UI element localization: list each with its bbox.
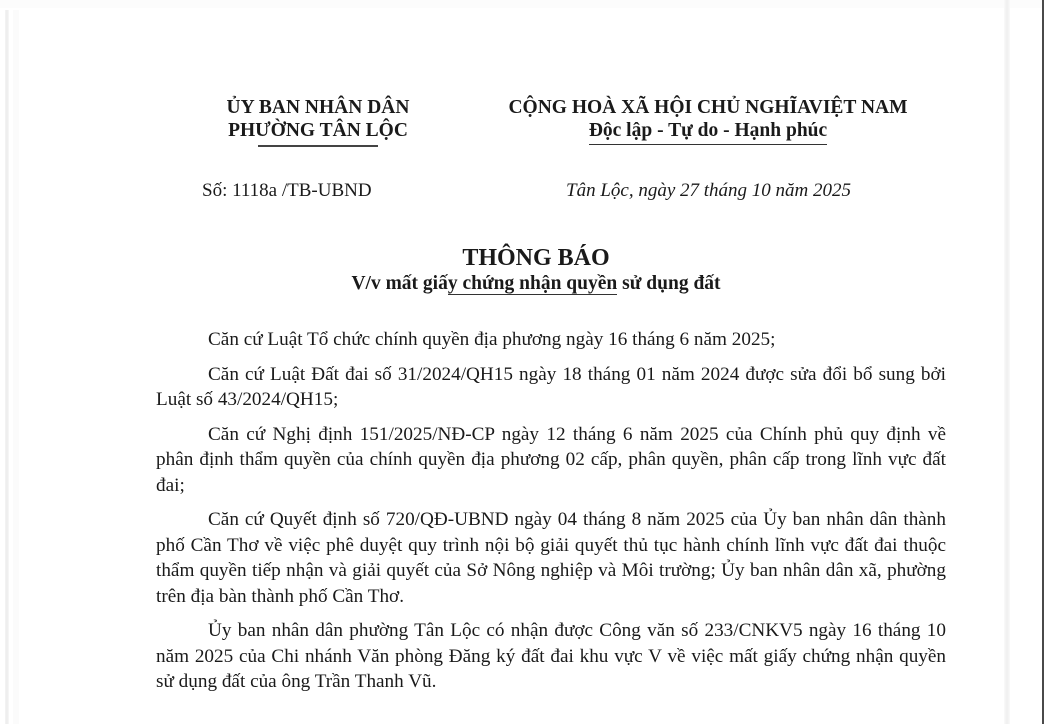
issuing-authority [183,96,453,147]
body-paragraph: Ủy ban nhân dân phường Tân Lộc có nhận được Công văn số 233/CNKV5 ngày 16 tháng 10 năm 2025 của Chi nhánh Văn phòng Đăng ký đất đai khu vực V về việc mất giấy chứng nhận quyền sử dụng đất của ông Trần Thanh Vũ. [156,620,946,692]
place-and-date: Tân Lộc, ngày 27 tháng 10 năm 2025 [566,180,851,201]
scan-left-edge [5,10,9,724]
scan-top-margin [0,0,1042,8]
national-header [478,96,938,145]
scan-left-edge-shadow [13,10,19,724]
subject-text-end: sử dụng đất [617,273,721,294]
body-paragraph: Căn cứ Luật Tổ chức chính quyền địa phương ngày 16 tháng 6 năm 2025; [208,329,776,350]
issuer-underline [258,145,378,147]
national-title: CỘNG HOÀ XÃ HỘI CHỦ NGHĨAVIỆT NAM [508,97,908,118]
document-number: Số: 1118a /TB-UBND [202,180,372,201]
body-paragraph: Căn cứ Luật Đất đai số 31/2024/QH15 ngày 18 tháng 01 năm 2024 được sửa đổi bổ sung bởi Luật số 43/2024/QH15; [156,363,946,410]
document-body [156,327,946,704]
scan-right-edge-shadow [1004,0,1010,724]
body-paragraph: Căn cứ Nghị định 151/2025/NĐ-CP ngày 12 tháng 6 năm 2025 của Chính phủ quy định về phân định thẩm quyền của chính quyền địa phương 02 cấp, phân quyền, phân cấp trong lĩnh vực đất đai; [156,423,946,496]
national-motto: Độc lập - Tự do - Hạnh phúc [589,119,827,145]
issuer-line-2: PHƯỜNG TÂN LỘC [228,120,408,141]
body-paragraph: Căn cứ Quyết định số 720/QĐ-UBND ngày 04 tháng 8 năm 2025 của Ủy ban nhân dân thành phố Cần Thơ về việc phê duyệt quy trình nội bộ giải quyết thủ tục hành chính lĩnh vực đất đai thuộc thẩm quyền tiếp nhận và giải quyết của Sở Nông nghiệp và Môi trường; Ủy ban nhân dân xã, phường trên địa bàn thành phố Cần Thơ. [156,509,946,607]
issuer-line-1: ỦY BAN NHÂN DÂN [226,97,410,118]
document-title-block [200,244,872,296]
subject-text-underlined: y chứng nhận quyền [447,273,618,294]
document-title: THÔNG BÁO [462,245,610,271]
document-subject [200,272,872,296]
subject-text-start: V/v mất giấ [351,273,448,294]
